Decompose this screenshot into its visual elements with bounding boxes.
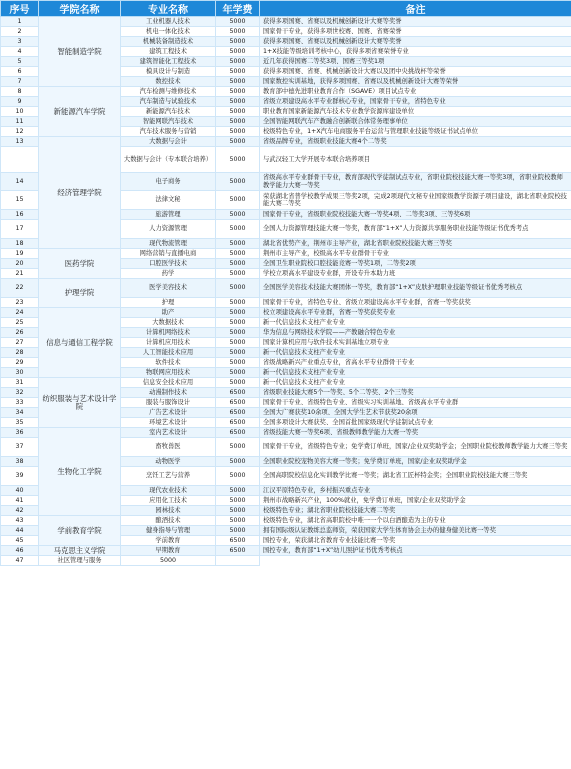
header-fee: 年学费 [216,1,260,17]
remark: 1+X技能等级培训考核中心，获得多项省赛荣誉专业 [260,47,571,57]
major-name: 智能网联汽车技术 [121,117,216,127]
annual-fee: 6500 [216,408,260,418]
remark: 国家骨干专业、省级特色专业、省级实习实训基地、省级高水平专业群 [260,398,571,408]
table-row [1,308,571,318]
major-name: 畜牧兽医 [121,438,216,457]
remark: 国控专业，教育部“1+X”幼儿照护证书优秀考核点 [260,546,571,556]
remark: 全国卫生职业院校口腔技能竞赛一等奖1项，二等奖2项 [260,259,571,269]
annual-fee: 5000 [216,526,260,536]
remark: 教育部中德先进职业教育合作（SGAVE）项目试点专业 [260,87,571,97]
remark: 国家骨干专业，省级特色专业；免学费订单班，国家/企业双奖助学金；全国职业院校教师教学能力大赛三等奖 [260,438,571,457]
annual-fee: 5000 [216,308,260,318]
annual-fee: 5000 [216,173,260,191]
table-row [1,137,571,147]
remark: 获得多项国赛、省赛、机械创新设计大赛以及团中央挑战杯等荣誉 [260,67,571,77]
major-name: 动漫制作技术 [121,388,216,398]
college-name: 智能制造学院 [39,17,121,87]
major-name: 健身指导与管理 [121,526,216,536]
remark: 全国智能网联汽车产教融合创新联合体常务理事单位 [260,117,571,127]
row-serial: 43 [1,516,39,526]
remark: 校级特色专业；湖北省职业院校技能大赛二等奖 [260,506,571,516]
annual-fee: 5000 [216,318,260,328]
major-name: 模具设计与制造 [121,67,216,77]
row-serial [1,147,39,173]
row-serial: 27 [1,338,39,348]
row-serial: 13 [1,137,39,147]
remark: 国家数控实训基地，获得多项国赛、省赛以及机械创新设计大赛等荣誉 [260,77,571,87]
annual-fee: 5000 [216,358,260,368]
row-serial: 29 [1,358,39,368]
remark: 省级职业技能大赛5个一等奖、5个二等奖、2个三等奖 [260,388,571,398]
college-name: 医药学院 [39,249,121,279]
major-name: 人工智能技术应用 [121,348,216,358]
remark: 省级品牌专业，省级职业技能大赛4个二等奖 [260,137,571,147]
remark: 省级战略新兴产业重点专业，省高水平专业群骨干专业 [260,358,571,368]
annual-fee: 5000 [216,438,260,457]
annual-fee: 5000 [216,496,260,506]
major-name: 软件技术 [121,358,216,368]
row-serial: 40 [1,486,39,496]
annual-fee: 5000 [216,298,260,308]
table-row [1,516,571,526]
row-serial: 22 [1,279,39,298]
row-serial: 4 [1,47,39,57]
row-serial: 39 [1,467,39,486]
annual-fee: 5000 [216,249,260,259]
annual-fee: 5000 [216,220,260,239]
remark: 校立项建设高水平专业群，省赛一等奖获奖专业 [260,308,571,318]
remark: 国家计算机应用与软件技术实训基地立项专业 [260,338,571,348]
annual-fee: 5000 [216,97,260,107]
major-name: 现代物流管理 [121,239,216,249]
header-college: 学院名称 [39,1,121,17]
row-serial: 41 [1,496,39,506]
remark: 拥有国际级认证教练总监师资，荣获国家大学生体育协会主办的健身健美比赛一等奖 [260,526,571,536]
row-serial: 24 [1,308,39,318]
row-serial: 3 [1,37,39,47]
major-name: 口腔医学技术 [121,259,216,269]
annual-fee: 5000 [216,328,260,338]
annual-fee: 6500 [216,536,260,546]
major-name: 酿酒技术 [121,516,216,526]
college-name: 护理学院 [39,279,121,308]
major-name: 汽车制造与试验技术 [121,97,216,107]
row-serial: 31 [1,378,39,388]
row-serial: 38 [1,457,39,467]
major-name: 早期教育 [121,546,216,556]
annual-fee: 5000 [216,239,260,249]
annual-fee: 5000 [216,17,260,27]
major-name: 社区管理与服务 [39,556,121,566]
remark: 国家骨干专业，省特色专业、省级立项建设高水平专业群，省赛一等奖获奖 [260,298,571,308]
annual-fee: 6500 [216,418,260,428]
major-name: 学前教育 [121,536,216,546]
major-name: 汽车技术服务与营销 [121,127,216,137]
annual-fee: 5000 [216,457,260,467]
remark: 江汉平原特色专业，乡村振兴重点专业 [260,486,571,496]
remark: 省级技能大赛一等奖6项、省级教师教学能力大赛一等奖 [260,428,571,438]
annual-fee: 5000 [216,57,260,67]
annual-fee: 5000 [216,269,260,279]
row-serial: 26 [1,328,39,338]
header-serial: 序号 [1,1,39,17]
row-serial: 17 [1,220,39,239]
header-note: 备注 [260,1,571,17]
row-serial: 6 [1,67,39,77]
annual-fee: 5000 [216,87,260,97]
remark: 省级高水平专业群骨干专业，教育部现代学徒制试点专业，省职业院校技能大赛一等奖3项，省职业院校教师教学能力大赛一等奖 [260,173,571,191]
annual-fee: 5000 [216,191,260,210]
remark: 获得多项国赛、省赛以及机械创新设计大赛等奖誉 [260,17,571,27]
remark: 学校立项高水平建设专业群，开设专升本助力班 [260,269,571,279]
row-serial: 25 [1,318,39,328]
table-row [1,17,571,27]
row-serial: 47 [1,556,39,566]
major-name: 应用化工技术 [121,496,216,506]
remark: 省级立项建设高水平专业群核心专业，国家骨干专业，省特色专业 [260,97,571,107]
annual-fee: 5000 [216,47,260,57]
major-name: 室内艺术设计 [121,428,216,438]
major-name: 广告艺术设计 [121,408,216,418]
major-name: 新能源汽车技术 [121,107,216,117]
row-serial: 9 [1,97,39,107]
college-name: 信息与通信工程学院 [39,308,121,378]
row-serial: 35 [1,418,39,428]
major-name: 信息安全技术应用 [121,378,216,388]
major-name: 大数据与会计（专本联合培养） [121,147,216,173]
remark: 全国医学美容技术技能大赛团体一等奖，教育部“1+X”皮肤护理职业技能等级证书优秀考核点 [260,279,571,298]
major-name: 法律文秘 [121,191,216,210]
remark: 新一代信息技术支柱产业专业 [260,368,571,378]
major-name: 服装与服饰设计 [121,398,216,408]
row-serial: 28 [1,348,39,358]
remark [216,556,260,566]
row-serial: 23 [1,298,39,308]
remark: 荆州市战略新兴产业，100%就业，免学费订单班，国家/企业双奖助学金 [260,496,571,506]
annual-fee: 5000 [216,67,260,77]
major-name: 现代农业技术 [121,486,216,496]
remark: 新一代信息技术支柱产业专业 [260,378,571,388]
major-name: 数控技术 [121,77,216,87]
annual-fee: 5000 [216,378,260,388]
major-name: 网络营销与直播电商 [121,249,216,259]
annual-fee: 5000 [216,368,260,378]
row-serial: 21 [1,269,39,279]
annual-fee: 5000 [216,147,260,173]
row-serial: 1 [1,17,39,27]
remark: 新一代信息技术支柱产业专业 [260,318,571,328]
remark: 全国人力资源管理技能大赛一等奖，教育部“1+X”人力资源共享服务职业技能等级证书优秀考点 [260,220,571,239]
row-serial: 7 [1,77,39,87]
row-serial: 16 [1,210,39,220]
table-row [1,249,571,259]
annual-fee: 5000 [216,127,260,137]
college-name: 纺织服装与艺术设计学院 [39,378,121,428]
college-name: 马克思主义学院 [39,546,121,556]
annual-fee: 5000 [216,279,260,298]
annual-fee: 5000 [216,37,260,47]
annual-fee: 6500 [216,388,260,398]
table-row [1,87,571,97]
row-serial: 18 [1,239,39,249]
row-serial: 37 [1,438,39,457]
major-name: 建筑智能化工程技术 [121,57,216,67]
annual-fee: 5000 [216,516,260,526]
major-name: 机械装备制造技术 [121,37,216,47]
row-serial: 33 [1,398,39,408]
row-serial: 32 [1,388,39,398]
table-body [1,17,571,566]
remark: 华为信息与网络技术学院——产教融合特色专业 [260,328,571,338]
row-serial: 8 [1,87,39,97]
annual-fee: 5000 [216,259,260,269]
remark: 全国多项设计大赛获奖、全国首批国家级现代学徒制试点专业 [260,418,571,428]
annual-fee: 5000 [216,210,260,220]
college-name: 经济管理学院 [39,137,121,249]
annual-fee: 5000 [216,338,260,348]
table-row [1,556,571,566]
major-name: 护理 [121,298,216,308]
remark: 国家骨干专业，省级职业院校技能大赛一等奖4项、二等奖3项、三等奖6项 [260,210,571,220]
major-name: 药学 [121,269,216,279]
remark: 职业教育国家新能源汽车技术专业教学资源库建设单位 [260,107,571,117]
annual-fee: 5000 [216,107,260,117]
remark: 获得多项国赛、省赛以及机械创新设计大赛等奖誉 [260,37,571,47]
major-name: 大数据技术 [121,318,216,328]
major-name: 机电一体化技术 [121,27,216,37]
remark: 校级特色专业，1+X汽车电商服务平台运营与管理职业技能等级证书试点单位 [260,127,571,137]
row-serial: 2 [1,27,39,37]
header-major: 专业名称 [121,1,216,17]
table-row [1,428,571,438]
row-serial: 20 [1,259,39,269]
major-name: 园林技术 [121,506,216,516]
annual-fee: 5000 [216,506,260,516]
row-serial: 15 [1,191,39,210]
major-name: 电子商务 [121,173,216,191]
row-serial: 34 [1,408,39,418]
remark: 湖北省优势产业，荆州市主导产业，湖北省职业院校技能大赛三等奖 [260,239,571,249]
major-name: 计算机网络技术 [121,328,216,338]
annual-fee: 5000 [216,117,260,127]
row-serial: 5 [1,57,39,67]
major-name: 工业机器人技术 [121,17,216,27]
annual-fee: 5000 [216,77,260,87]
remark: 荣获湖北省普学校教学成果三等奖2项，完成2项现代文秘专业国家级教学资源子项目建设，湖北省职业院校技能大赛二等奖 [260,191,571,210]
annual-fee: 6500 [216,398,260,408]
row-serial: 12 [1,127,39,137]
college-name: 学前教育学院 [39,516,121,546]
major-name: 动物医学 [121,457,216,467]
major-name: 大数据与会计 [121,137,216,147]
major-name: 旅游管理 [121,210,216,220]
remark: 荆州市主导产业，校级高水平专业群骨干专业 [260,249,571,259]
row-serial: 14 [1,173,39,191]
row-serial: 19 [1,249,39,259]
major-name: 人力资源管理 [121,220,216,239]
row-serial: 44 [1,526,39,536]
row-serial: 11 [1,117,39,127]
remark: 新一代信息技术支柱产业专业 [260,348,571,358]
table-header-row [1,1,571,17]
row-serial: 10 [1,107,39,117]
remark: 国控专业，荣获湖北省教育专业技能比赛一等奖 [260,536,571,546]
row-serial: 45 [1,536,39,546]
annual-fee: 5000 [216,27,260,37]
remark: 近几年获得国赛二等奖3项、国赛三等奖1项 [260,57,571,67]
annual-fee: 5000 [216,486,260,496]
major-name: 汽车检测与维修技术 [121,87,216,97]
row-serial: 30 [1,368,39,378]
annual-fee: 5000 [216,348,260,358]
row-serial: 42 [1,506,39,516]
annual-fee: 5000 [216,467,260,486]
major-name: 医学美容技术 [121,279,216,298]
annual-fee: 5000 [121,556,216,566]
remark: 国家骨干专业，获得多项世校赛、国赛、省赛荣誉 [260,27,571,37]
table-row [1,546,571,556]
remark: 全国大广赛获奖10余项、全国大学生艺术节获奖20余项 [260,408,571,418]
remark: 与武汉轻工大学开展专本联合培养项目 [260,147,571,173]
college-name: 生物化工学院 [39,428,121,516]
row-serial: 46 [1,546,39,556]
annual-fee: 6500 [216,546,260,556]
remark: 全国职业院校宠物美容大赛一等奖；免学费订单班，国家/企业双奖助学金 [260,457,571,467]
major-name: 助产 [121,308,216,318]
college-name: 新能源汽车学院 [39,87,121,137]
major-name: 环境艺术设计 [121,418,216,428]
remark: 校级特色专业，湖北省高职院校中唯一一个以白酒酿造为主的专业 [260,516,571,526]
row-serial: 36 [1,428,39,438]
annual-fee: 5000 [216,137,260,147]
table-row [1,279,571,298]
major-name: 计算机应用技术 [121,338,216,348]
major-name: 建筑工程技术 [121,47,216,57]
major-name: 物联网应用技术 [121,368,216,378]
major-name: 烹饪工艺与营养 [121,467,216,486]
table-row [1,378,571,388]
annual-fee: 6500 [216,428,260,438]
remark: 全国高职院校信息化实训教学比赛一等奖；湖北省工匠杯特金奖；全国职业院校技能大赛三等奖 [260,467,571,486]
